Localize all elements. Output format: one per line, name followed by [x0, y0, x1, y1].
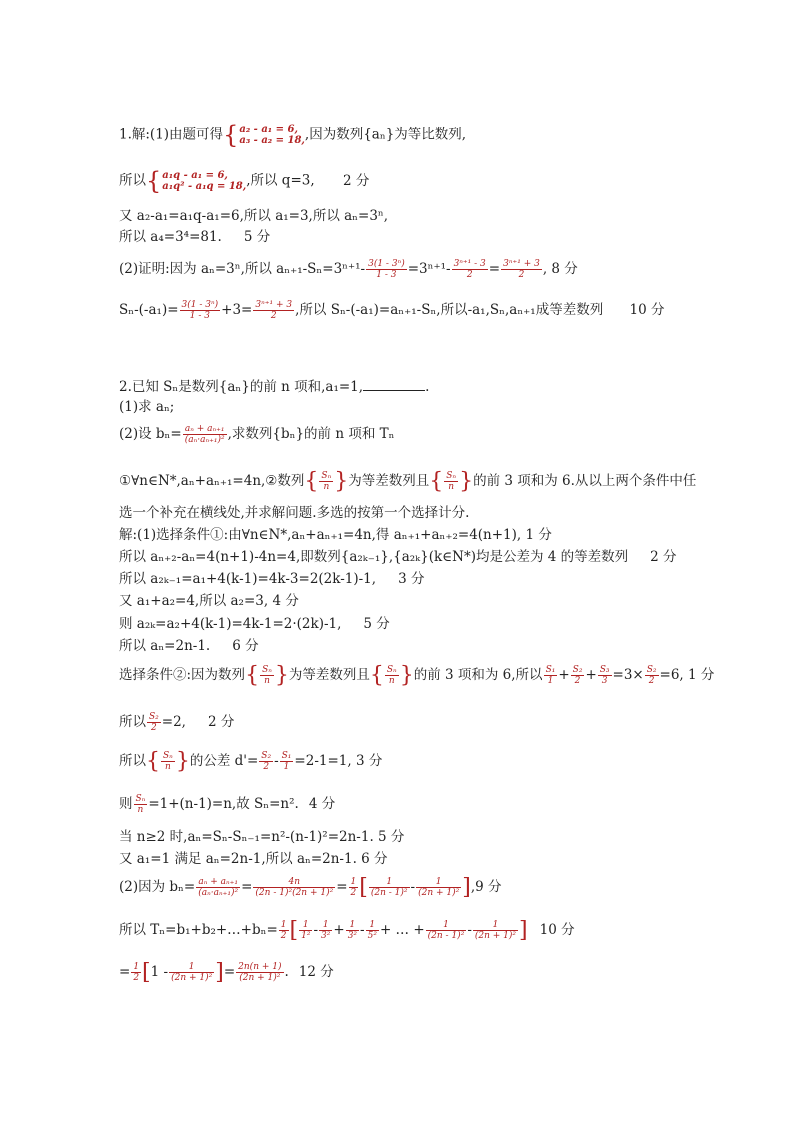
q1-line-3: 又 a₂-a₁=a₁q-a₁=6,所以 a₁=3,所以 aₙ=3ⁿ, [119, 208, 389, 224]
score: 5 分 [243, 229, 271, 245]
fraction: $\frac{\text{3ⁿ⁺¹ - 3}}{2}$ [453, 259, 486, 280]
q2-line-15: 则 $\frac{\text{Sₙ}}{n}$ =1+(n-1)=n,故 Sₙ=n². 4 分 [119, 794, 336, 815]
score: 3 分 [398, 571, 425, 587]
fraction: $\frac{\text{3(1 - 3ⁿ)}}{1 - 3}$ [368, 259, 405, 280]
q2-line-6: 解:(1)选择条件①:由∀n∈N*,aₙ+aₙ₊₁=4n,得 aₙ₊₁+aₙ₊₂=4(n+1), 1 分 [119, 527, 552, 543]
q2-line-1: 2.已知 Sₙ是数列{aₙ}的前 n 项和,a₁=1, . [119, 379, 430, 395]
q1-line-1: 1.解:(1)由题可得{ a₂ - a₁ = 6, a₃ - a₂ = 18, ,因为数列{aₙ}为等比数列, [119, 121, 467, 149]
score: 12 分 [298, 964, 334, 980]
q1-heading: 1.解:(1)由题可得 [119, 126, 224, 143]
q2-line-14: 所以{ $\frac{\text{Sₙ}}{n}$ }的公差 d'= $\frac{\text{S₂}}{2}$ - $\frac{\text{S₁}}{1}$ =2-1=1, 3 分 [119, 749, 383, 774]
fraction: $\frac{\text{3(1 - 3ⁿ)}}{1 - 3}$ [181, 300, 219, 321]
brace-icon: { [223, 121, 239, 149]
score: 6 分 [232, 638, 259, 654]
fraction: $\frac{\text{3ⁿ⁺¹ + 3}}{2}$ [503, 259, 540, 280]
score: 2 分 [207, 714, 235, 730]
q2-line-3: (2)设 bₙ= $\frac{\text{aₙ + aₙ₊₁}}{\text{(aₙ·aₙ₊₁)²}}$ ,求数列{bₙ}的前 n 项和 Tₙ [119, 424, 395, 445]
system-equations: a₁q - a₁ = 6, a₁q² - a₁q = 18, [162, 170, 247, 192]
fraction: $\frac{\text{Sₙ}}{n}$ [446, 471, 457, 492]
fraction: $\frac{\text{Sₙ}}{n}$ [321, 471, 332, 492]
score: 5 分 [363, 616, 390, 632]
q2-line-16: 当 n≥2 时,aₙ=Sₙ-Sₙ₋₁=n²-(n-1)²=2n-1. 5 分 [119, 829, 405, 845]
score: 4 分 [308, 796, 336, 812]
score: , 8 分 [542, 261, 578, 277]
q2-line-7: 所以 aₙ₊₂-aₙ=4(n+1)-4n=4,即数列{a₂ₖ₋₁},{a₂ₖ}(k∈N*)均是公差为 4 的等差数列 2 分 [119, 549, 677, 565]
q2-line-18: (2)因为 bₙ= $\frac{\text{aₙ + aₙ₊₁}}{\text{(aₙ·aₙ₊₁)²}}$ = $\frac{4n}{\text{(2n - 1)²(2n + 1)²}}$ = $\frac{1}{2}$ [ $\frac{1}{\text{(2n - 1)²}}$ - $\frac{1}{\text{(2n + 1)²}}$ ],9 分 [119, 875, 502, 900]
q2-line-5: 选一个补充在横线处,并求解问题.多选的按第一个选择计分. [119, 505, 470, 521]
q2-line-13: 所以 $\frac{\text{S₂}}{2}$ =2, 2 分 [119, 712, 235, 733]
fraction: $\frac{\text{3ⁿ⁺¹ + 3}}{2}$ [255, 300, 293, 321]
q2-line-4: ①∀n∈N*,aₙ+aₙ₊₁=4n,②数列{ $\frac{\text{Sₙ}}{n}$ }为等差数列且{ $\frac{\text{Sₙ}}{n}$ }的前 3 项和为 6.从以上两个条件中任 [119, 469, 697, 494]
q2-line-9: 又 a₁+a₂=4,所以 a₂=3, 4 分 [119, 593, 299, 609]
q2-line-19: 所以 Tₙ=b₁+b₂+…+bₙ= $\frac{1}{2}$ [ $\frac{1}{\text{1²}}$ - $\frac{1}{\text{3²}}$ + $\frac{1}{\text{3²}}$ - $\frac{1}{\text{5²}}$ + … + $\frac{1}{\text{(2n - 1)²}}$ - $\frac{1}{\text{(2n + 1)²}}$ ] 10 分 [119, 918, 575, 943]
score: ,9 分 [470, 879, 502, 895]
score: 2 分 [650, 549, 677, 565]
answer-blank [363, 378, 425, 391]
q2-line-17: 又 a₁=1 满足 aₙ=2n-1,所以 aₙ=2n-1. 6 分 [119, 851, 388, 867]
q2-line-2: (1)求 aₙ; [119, 399, 175, 415]
fraction: $\frac{\text{aₙ + aₙ₊₁}}{\text{(aₙ·aₙ₊₁)²}}$ [184, 424, 225, 445]
q2-line-20: = $\frac{1}{2}$ [1 - $\frac{1}{\text{(2n + 1)²}}$ ]= $\frac{2n(n + 1)}{\text{(2n + 1)²}}$ . 12 分 [119, 960, 334, 985]
q2-line-11: 所以 aₙ=2n-1. 6 分 [119, 638, 259, 654]
q1-line-2: 所以{ a₁q - a₁ = 6, a₁q² - a₁q = 18, ,所以 q=3, 2 分 [119, 167, 370, 195]
score: 2 分 [342, 172, 370, 189]
system-equations: a₂ - a₁ = 6, a₃ - a₂ = 18, [239, 124, 305, 146]
q2-line-12: 选择条件②:因为数列{ $\frac{\text{Sₙ}}{n}$ }为等差数列且{ $\frac{\text{Sₙ}}{n}$ }的前 3 项和为 6,所以 $\frac{\text{S₁}}{1}$ + $\frac{\text{S₂}}{2}$ + $\frac{\text{S₃}}{3}$ =3× $\frac{\text{S₂}}{2}$ =6, 1 分 [119, 663, 715, 688]
q2-line-8: 所以 a₂ₖ₋₁=a₁+4(k-1)=4k-3=2(2k-1)-1, 3 分 [119, 571, 425, 587]
q2-line-10: 则 a₂ₖ=a₂+4(k-1)=4k-1=2·(2k)-1, 5 分 [119, 616, 390, 632]
q1-line-4: 所以 a₄=3⁴=81. 5 分 [119, 229, 271, 245]
score: 10 分 [629, 302, 665, 318]
score: 10 分 [539, 922, 575, 938]
brace-icon: { [146, 167, 162, 195]
q1-line-6: Sₙ-(-a₁)= $\frac{\text{3(1 - 3ⁿ)}}{1 - 3}$ +3= $\frac{\text{3ⁿ⁺¹ + 3}}{2}$ ,所以 Sₙ-(-a₁)=aₙ₊₁-Sₙ,所以-a₁,Sₙ,aₙ₊₁成等差数列 10 分 [119, 300, 665, 321]
q1-line-5: (2)证明:因为 aₙ=3ⁿ,所以 aₙ₊₁-Sₙ=3ⁿ⁺¹- $\frac{\text{3(1 - 3ⁿ)}}{1 - 3}$ =3ⁿ⁺¹- $\frac{\text{3ⁿ⁺¹ - 3}}{2}$ = $\frac{\text{3ⁿ⁺¹ + 3}}{2}$ , 8 分 [119, 259, 578, 280]
